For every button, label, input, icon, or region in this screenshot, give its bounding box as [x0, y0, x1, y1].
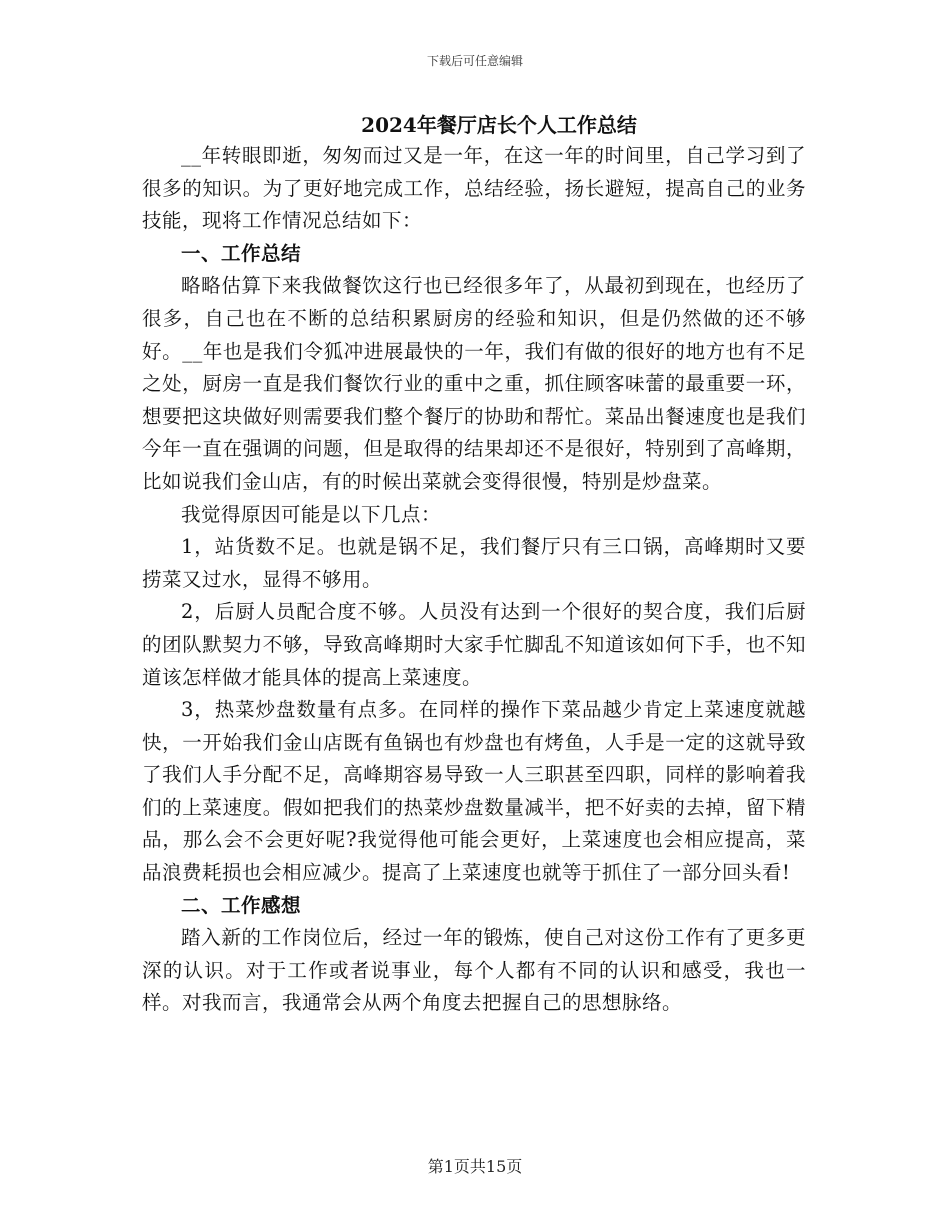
paragraph: 我觉得原因可能是以下几点： — [181, 502, 442, 526]
paragraph: 3，热菜炒盘数量有点多。在同样的操作下菜品越少肯定上菜速度就越快，一开始我们金山店既有鱼锅也有炒盘也有烤鱼，人手是一定的这就导致了我们人手分配不足，高峰期容易导致一人三职甚至四职，同样的影响着我们的上菜速度。假如把我们的热菜炒盘数量减半，把不好卖的去掉，留下精品，那么会不会更好呢?我觉得他可能会更好，上菜速度也会相应提高，菜品浪费耗损也会相应减少。提高了上菜速度也就等于抓住了一部分回头看! — [142, 698, 806, 885]
paragraph: 1，站货数不足。也就是锅不足，我们餐厅只有三口锅，高峰期时又要捞菜又过水，显得不够用。 — [142, 535, 806, 591]
intro-paragraph: __年转眼即逝，匆匆而过又是一年，在这一年的时间里，自己学习到了很多的知识。为了更好地完成工作，总结经验，扬长避短，提高自己的业务技能，现将工作情况总结如下： — [142, 144, 806, 233]
paragraph: 2，后厨人员配合度不够。人员没有达到一个很好的契合度，我们后厨的团队默契力不够，导致高峰期时大家手忙脚乱不知道该如何下手，也不知道该怎样做才能具体的提高上菜速度。 — [142, 600, 806, 689]
header-note: 下载后可任意编辑 — [426, 54, 523, 68]
document-body — [142, 110, 806, 1020]
section-heading-work-summary: 一、工作总结 — [181, 241, 302, 265]
section-heading-work-reflections: 二、工作感想 — [181, 893, 302, 917]
page-number: 第1页共15页 — [427, 1157, 523, 1176]
paragraph: 踏入新的工作岗位后，经过一年的锻炼，使自己对这份工作有了更多更深的认识。对于工作或者说事业，每个人都有不同的认识和感受，我也一样。对我而言，我通常会从两个角度去把握自己的思想脉络。 — [142, 926, 806, 1015]
paragraph: 略略估算下来我做餐饮这行也已经很多年了，从最初到现在，也经历了很多，自己也在不断的总结积累厨房的经验和知识，但是仍然做的还不够好。__年也是我们令狐冲进展最快的一年，我们有做的很好的地方也有不足之处，厨房一直是我们餐饮行业的重中之重，抓住顾客味蕾的最重要一环，想要把这块做好则需要我们整个餐厅的协助和帮忙。菜品出餐速度也是我们今年一直在强调的问题，但是取得的结果却还不是很好，特别到了高峰期，比如说我们金山店，有的时候出菜就会变得很慢，特别是炒盘菜。 — [142, 274, 806, 493]
document-title: 2024年餐厅店长个人工作总结 — [361, 113, 637, 137]
